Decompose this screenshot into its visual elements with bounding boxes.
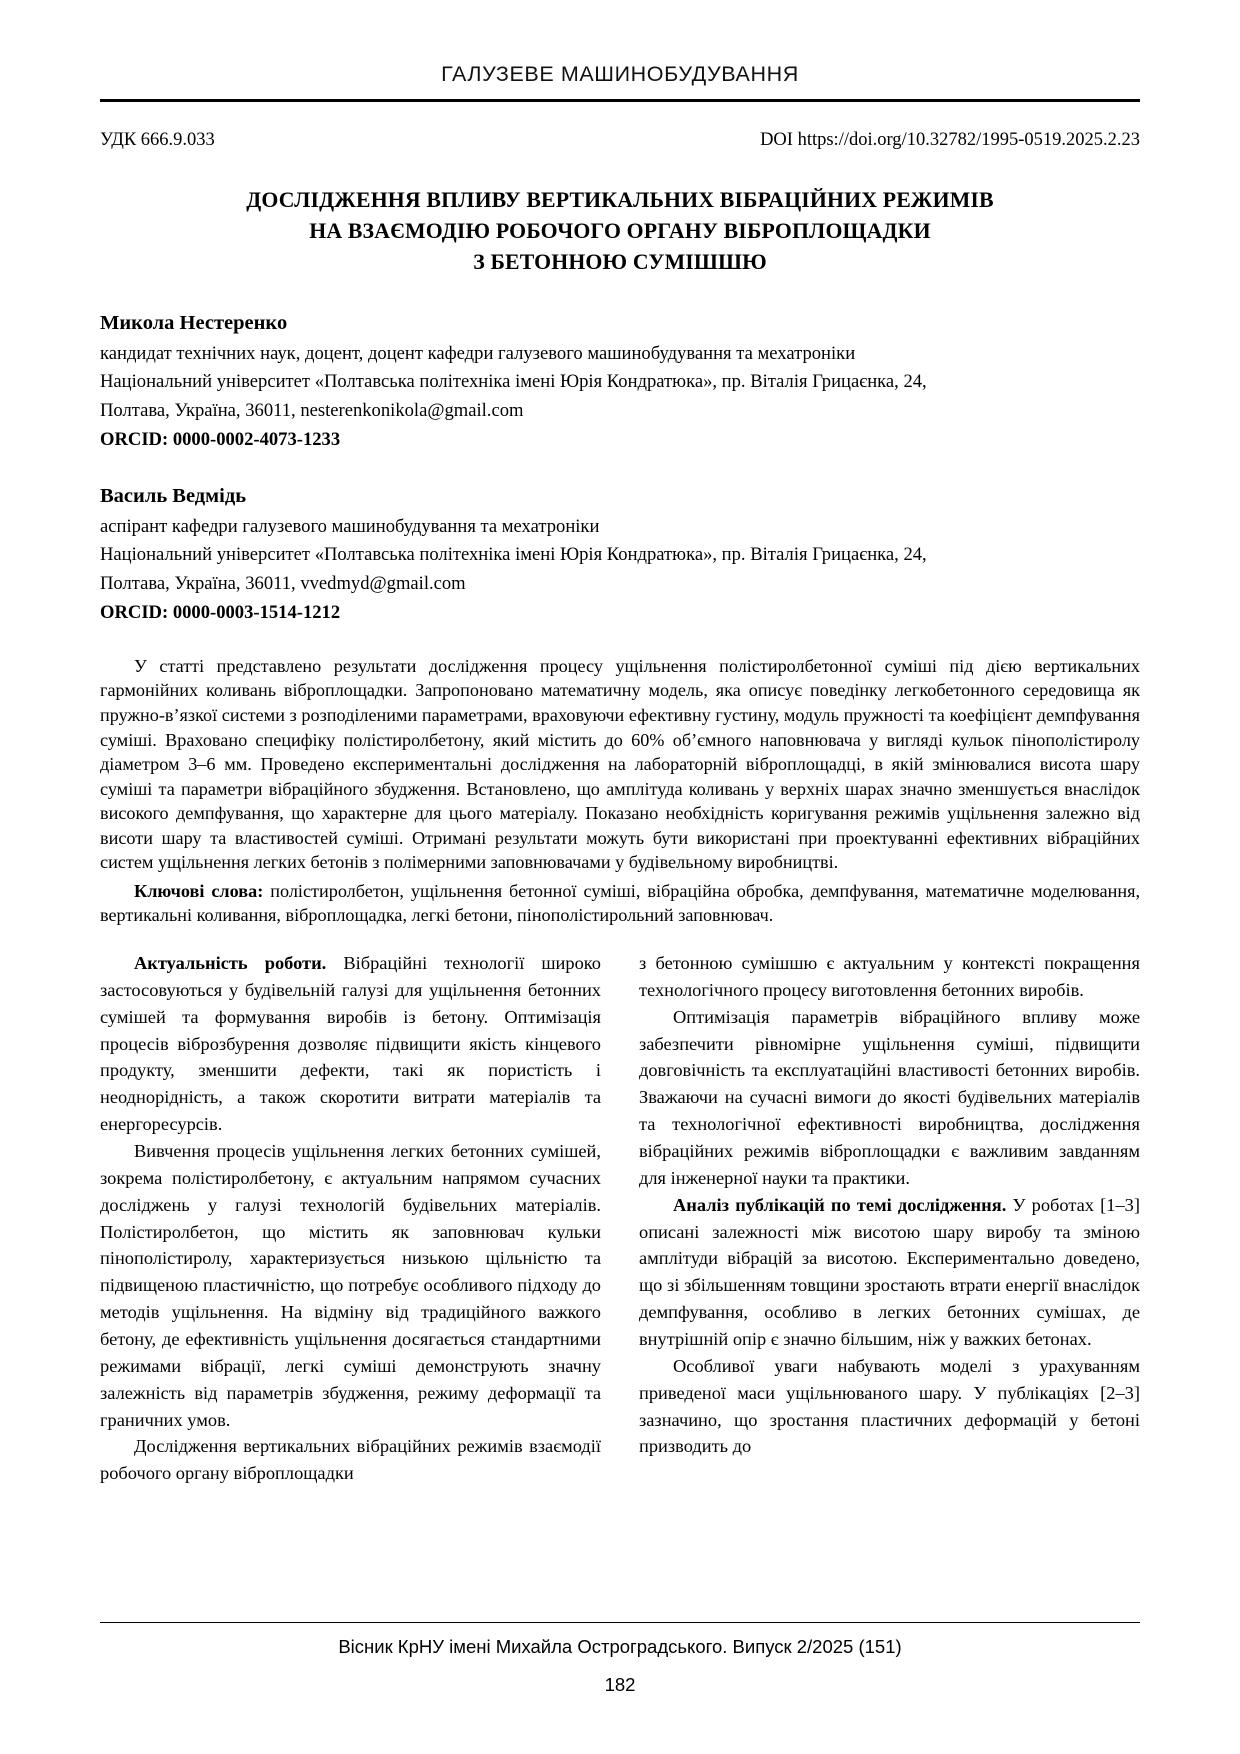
journal-reference: Вісник КрНУ імені Михайла Остроградського. Випуск 2/2025 (151) bbox=[338, 1636, 902, 1657]
page-number: 182 bbox=[604, 1674, 636, 1695]
paragraph-text: У роботах [1–3] описані залежності між висотою шару виробу та зміною амплітуди вібрацій за висотою. Експериментально доведено, що зі збільшенням товщини зростають втрати енергії внаслідок демпфування, особливо в легких бетонних сумішах, де внутрішній опір є значно більшим, ніж у важких бетонах. bbox=[639, 1194, 1140, 1350]
keywords-label: Ключові слова: bbox=[134, 880, 264, 901]
paragraph bbox=[639, 1004, 1140, 1192]
author-position: аспірант кафедри галузевого машинобудування та мехатроніки bbox=[100, 515, 600, 537]
author-affiliation: Національний університет «Полтавська політехніка імені Юрія Кондратюка», пр. Віталія Грицаєнка, 24, bbox=[100, 544, 927, 566]
author-position: кандидат технічних наук, доцент, доцент кафедри галузевого машинобудування та мехатроніки bbox=[100, 342, 856, 364]
paragraph-text: Особливої уваги набувають моделі з урахуванням приведеної маси ущільнюваного шару. У публікаціях [2–3] зазначино, що зростання пластичних деформацій у бетоні призводить до bbox=[639, 1355, 1140, 1457]
meta-row bbox=[100, 130, 1140, 151]
left-column bbox=[100, 950, 601, 1487]
article-title-line-1: ДОСЛІДЖЕННЯ ВПЛИВУ ВЕРТИКАЛЬНИХ ВІБРАЦІЙНИХ РЕЖИМІВ bbox=[246, 188, 994, 212]
section-heading: Аналіз публікацій по темі дослідження. bbox=[673, 1194, 1007, 1215]
author-block-1 bbox=[100, 308, 1140, 455]
author-block-2 bbox=[100, 481, 1140, 628]
author-address-email[interactable]: Полтава, Україна, 36011, vvedmyd@gmail.com bbox=[100, 573, 466, 595]
keywords-list: полістиролбетон, ущільнення бетонної суміші, вібраційна обробка, демпфування, математичне моделювання, вертикальні коливання, віброплощадка, легкі бетони, пінополістирольний заповнювач. bbox=[100, 880, 1140, 926]
paragraph-text: Оптимізація параметрів вібраційного впливу може забезпечити рівномірне ущільнення суміші, підвищити довговічність та експлуатаційні властивості бетонних виробів. Зважаючи на сучасні вимоги до якості будівельних матеріалів та технологічної ефективності виробництва, дослідження вібраційних режимів віброплощадки є важливим завданням для інженерної науки та практики. bbox=[639, 1006, 1140, 1188]
author-name: Микола Нестеренко bbox=[100, 311, 288, 334]
body-columns bbox=[100, 950, 1140, 1487]
paragraph-text: Вібраційні технології широко застосовуються у будівельній галузі для ущільнення бетонних сумішей та формування виробів із бетону. Оптимізація процесів віброзбурення дозволяє підвищити якість кінцевого продукту, зменшити дефекти, такі як пористість і неоднорідність, а також скоротити витрати матеріалів та енергоресурсів. bbox=[100, 953, 601, 1135]
paragraph-text: Дослідження вертикальних вібраційних режимів взаємодії робочого органу віброплощадки bbox=[100, 1436, 601, 1484]
abstract-text: У статті представлено результати дослідження процесу ущільнення полістиролбетонної суміші під дією вертикальних гармонійних коливань віброплощадки. Запропоновано математичну модель, яка описує поведінку легкобетонного середовища як пружно-в’язкої системи з розподіленими параметрами, враховуючи ефективну густину, модуль пружності та коефіцієнт демпфування суміші. Враховано специфіку полістиролбетону, який містить до 60% об’ємного наповнювача у вигляді кульок пінополістиролу діаметром 3–6 мм. Проведено експериментальні дослідження на лабораторній віброплощадці, в якій змінювалися висота шару суміші та параметри вібраційного збудження. Встановлено, що амплітуда коливань у верхніх шарах значно зменшується внаслідок високого демпфування, що характерне для цього матеріалу. Показано необхідність коригування режимів ущільнення залежно від висоти шару та властивостей суміші. Отримані результати можуть бути використані при проектуванні ефективних вібраційних систем ущільнення легких бетонів з полімерними заповнювачами у будівельному виробництві. bbox=[100, 655, 1140, 873]
udc-code: УДК 666.9.033 bbox=[100, 130, 215, 150]
author-name: Василь Ведмідь bbox=[100, 484, 247, 507]
doi-link[interactable]: DOI https://doi.org/10.32782/1995-0519.2025.2.23 bbox=[760, 130, 1140, 150]
right-column bbox=[639, 950, 1140, 1487]
section-heading: Актуальність роботи. bbox=[134, 953, 327, 973]
author-orcid[interactable]: ORCID: 0000-0002-4073-1233 bbox=[100, 429, 341, 450]
paragraph-text: Вивчення процесів ущільнення легких бетонних сумішей, зокрема полістиролбетону, є актуальним напрямом сучасних досліджень у галузі технологій будівельних матеріалів. Полістиролбетон, що містить як заповнювач кульки пінополістиролу, характеризується низькою щільністю та підвищеною пластичністю, що потребує особливого підходу до методів ущільнення. На відміну від традиційного важкого бетону, де ефективність ущільнення досягається стандартними режимами вібрації, легкі суміші демонструють значну залежність від параметрів збудження, режиму деформації та граничних умов. bbox=[100, 1141, 601, 1430]
paragraph bbox=[639, 1192, 1140, 1353]
header-divider bbox=[100, 99, 1140, 102]
keywords bbox=[100, 879, 1140, 928]
page-footer bbox=[100, 1622, 1140, 1696]
running-head: ГАЛУЗЕВЕ МАШИНОБУДУВАННЯ bbox=[441, 62, 799, 86]
paragraph bbox=[639, 950, 1140, 1004]
paragraph bbox=[100, 950, 601, 1138]
article-title-line-3: З БЕТОННОЮ СУМІШШЮ bbox=[473, 249, 767, 274]
paragraph bbox=[100, 1138, 601, 1433]
article-title bbox=[180, 185, 1060, 278]
article-title-line-2: НА ВЗАЄМОДІЮ РОБОЧОГО ОРГАНУ ВІБРОПЛОЩАДКИ bbox=[309, 218, 931, 243]
paragraph-text: з бетонною сумішшю є актуальним у контексті покращення технологічного процесу виготовлення бетонних виробів. bbox=[639, 953, 1140, 1000]
paragraph bbox=[100, 1433, 601, 1487]
footer-divider bbox=[100, 1622, 1140, 1623]
paragraph bbox=[639, 1353, 1140, 1460]
author-orcid[interactable]: ORCID: 0000-0003-1514-1212 bbox=[100, 602, 341, 623]
author-address-email[interactable]: Полтава, Україна, 36011, nesterenkonikola@gmail.com bbox=[100, 400, 524, 422]
author-affiliation: Національний університет «Полтавська політехніка імені Юрія Кондратюка», пр. Віталія Грицаєнка, 24, bbox=[100, 371, 927, 393]
